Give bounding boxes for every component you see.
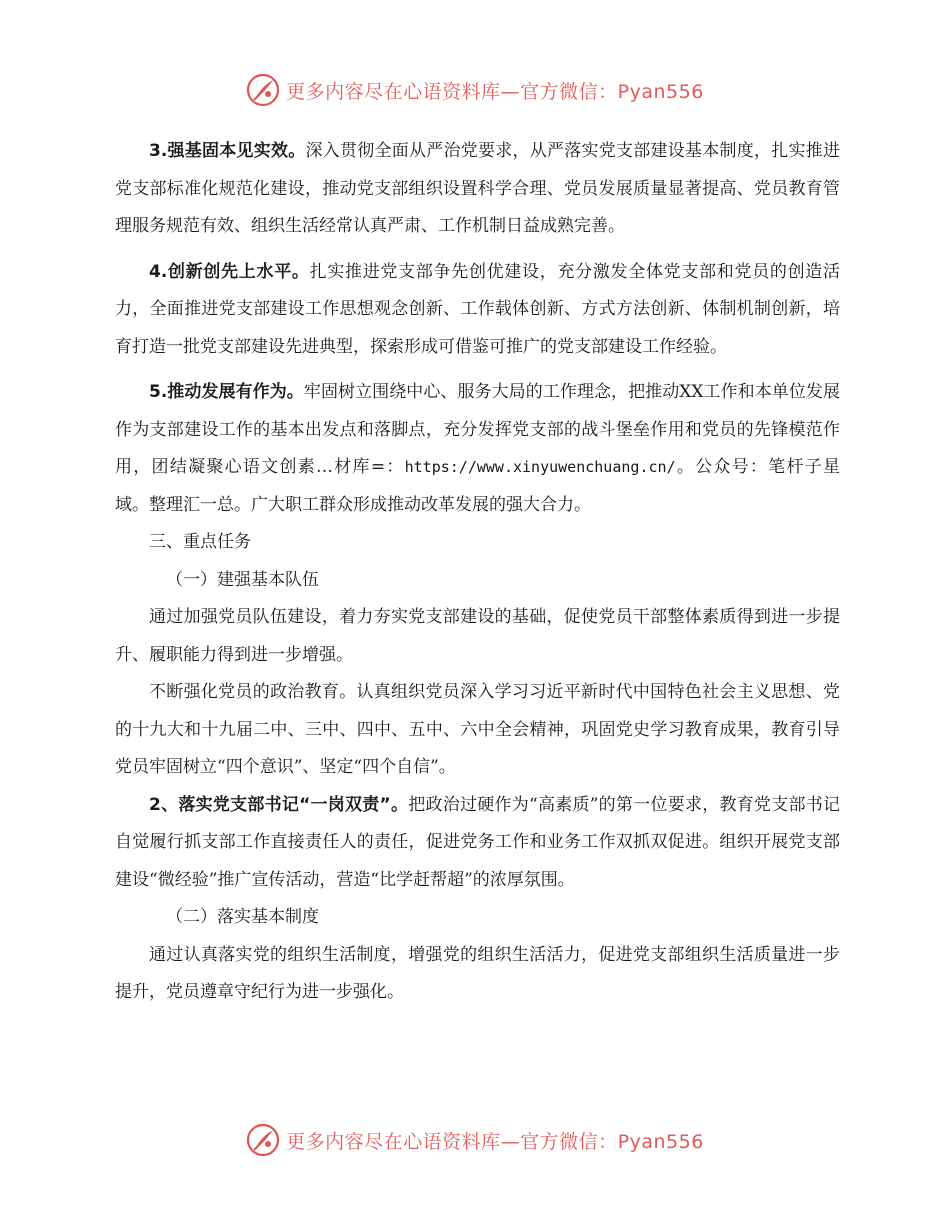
paragraph-6: 通过加强党员队伍建设，着力夯实党支部建设的基础，促使党员干部整体素质得到进一步提升、履职能力得到进一步增强。: [115, 607, 840, 665]
paragraph-number: 3.: [149, 141, 168, 161]
watermark-text: 更多内容尽在心语资料库—官方微信：Pyan556: [286, 80, 704, 103]
paragraph-number: 4.: [149, 261, 168, 282]
paragraph-8: [115, 787, 840, 900]
paragraph-4: [115, 254, 840, 367]
document-body: [115, 133, 840, 1012]
paragraph-title: 创新创先上水平。: [167, 261, 310, 282]
paragraph-title: 强基固本见实效。: [167, 141, 306, 161]
paragraph-title: 推动发展有作为。: [167, 382, 304, 402]
section-heading: 三、重点任务: [149, 532, 251, 552]
watermark-text: 更多内容尽在心语资料库—官方微信：Pyan556: [286, 1130, 704, 1153]
paragraph-body: 深入贯彻全面从严治党要求，从严落实党支部建设基本制度，扎实推进党支部标准化规范化建设，推动党支部组织设置科学合理、党员发展质量显著提高、党员教育管理服务规范有效、组织生活经常认真严肃、工作机制日益成熟完善。: [115, 141, 841, 236]
feather-pen-logo-icon: [246, 73, 280, 107]
header-watermark-banner: [0, 70, 950, 110]
feather-pen-logo-icon: [246, 1123, 280, 1157]
paragraph-number: 5.: [149, 382, 168, 402]
paragraph-3: [115, 133, 840, 246]
paragraph-title: 2、落实党支部书记“一岗双责”。: [149, 794, 409, 815]
paragraph-body: 把政治过硬作为“高素质”的第一位要求，教育党支部书记自觉履行抓支部工作直接责任人的责任，促进党务工作和业务工作双抓双促进。组织开展党支部建设“微经验”推广宣传活动，营造“比学赶帮超”的浓厚氛围。: [115, 794, 840, 890]
paragraph-body: 牢固树立围绕中心、服务大局的工作理念，把推动XX工作和本单位发展作为支部建设工作的基本出发点和落脚点，充分发挥党支部的战斗堡垒作用和党员的先锋模范作用，团结凝聚心语文创素…材库=：: [115, 382, 840, 477]
subsection-heading-1: （一）建强基本队伍: [166, 569, 319, 590]
paragraph-body: 扎实推进党支部争先创优建设，充分激发全体党支部和党员的创造活力，全面推进党支部建设工作思想观念创新、工作载体创新、方式方法创新、体制机制创新，培育打造一批党支部建设先进典型，探索形成可借鉴可推广的党支部建设工作经验。: [115, 261, 841, 357]
url-text: https://www.xinyuwenchuang.cn/: [404, 458, 676, 476]
footer-watermark-banner: [0, 1120, 950, 1160]
paragraph-9: 通过认真落实党的组织生活制度，增强党的组织生活活力，促进党支部组织生活质量进一步提升，党员遵章守纪行为进一步强化。: [115, 944, 840, 1002]
paragraph-7: 不断强化党员的政治教育。认真组织党员深入学习习近平新时代中国特色社会主义思想、党的十九大和十九届二中、三中、四中、五中、六中全会精神，巩固党史学习教育成果，教育引导党员牢固树立“四个意识”、坚定“四个自信”。: [115, 682, 840, 777]
paragraph-body-tail: 。公众号：笔杆子星域。整理汇一总。广大职工群众形成推动改革发展的强大合力。: [115, 457, 840, 515]
paragraph-5: [115, 374, 840, 524]
subsection-heading-2: （二）落实基本制度: [166, 907, 319, 927]
